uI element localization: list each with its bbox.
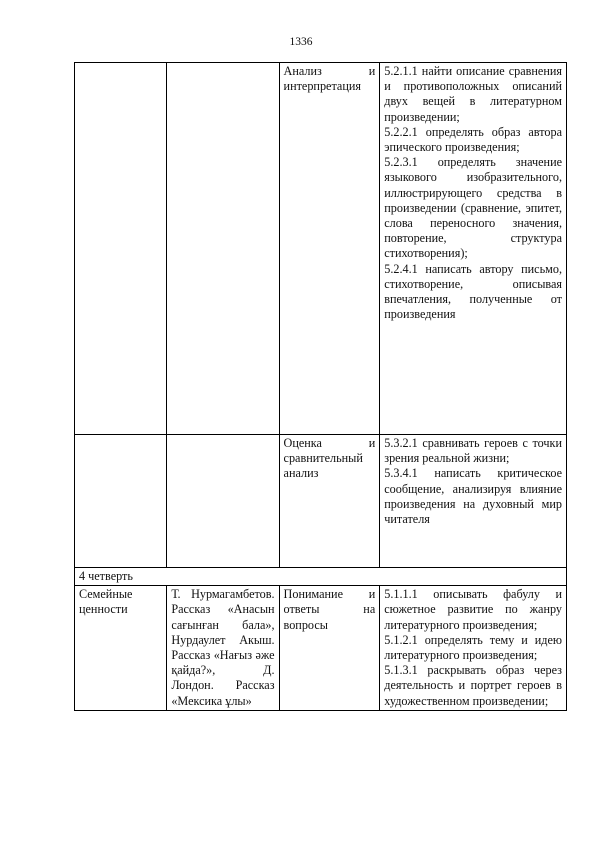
table-row: [75, 63, 567, 435]
section-cell: [279, 586, 380, 711]
objective-item: 5.1.3.1 раскрывать образ через деятельность и портрет героев в художественном произведении;: [384, 663, 562, 708]
texts-cell: [167, 435, 279, 568]
objectives-cell: [380, 435, 567, 568]
table-row: [75, 435, 567, 568]
page-number: 1336: [289, 36, 313, 48]
objective-item: 5.2.4.1 написать автору письмо, стихотворение, описывая впечатления, полученные от произведения: [384, 261, 562, 322]
section-cell: [279, 63, 380, 435]
section-cell: [279, 435, 380, 568]
topic-cell: [75, 63, 167, 435]
objective-item: 5.1.1.1 описывать фабулу и сюжетное развитие по жанру литературного произведения;: [384, 587, 562, 632]
objectives-cell: [380, 63, 567, 435]
objectives-cell: [380, 586, 567, 711]
objective-item: 5.1.2.1 определять тему и идею литературного произведения;: [384, 632, 562, 663]
section-label: Понимание и ответы на вопросы: [283, 587, 376, 632]
quarter-heading: 4 четверть: [75, 568, 567, 586]
texts-list: Т. Нурмагамбетов. Рассказ «Анасын сағынған бала», Нурдаулет Акыш. Рассказ «Нағыз әже қайда?», Д. Лондон. Рассказ «Мексика ұлы»: [171, 587, 275, 708]
quarter-row: [75, 568, 567, 586]
table-row: [75, 586, 567, 711]
objective-item: 5.2.3.1 определять значение языкового изобразительного, иллюстрирующего средства в произведении (сравнение, эпитет, слова переносного значения, повторение, структура стихотворения);: [384, 155, 562, 261]
objective-item: 5.3.2.1 сравнивать героев с точки зрения реальной жизни;: [384, 436, 562, 466]
texts-cell: [167, 586, 279, 711]
curriculum-table: [74, 62, 567, 711]
section-label: Анализ и интерпретация: [283, 64, 376, 94]
objective-item: 5.3.4.1 написать критическое сообщение, анализируя влияние произведения на духовный мир читателя: [384, 466, 562, 527]
section-label: Оценка и сравнительный анализ: [283, 436, 376, 481]
topic-cell: [75, 435, 167, 568]
topic-cell: [75, 586, 167, 711]
texts-cell: [167, 63, 279, 435]
objective-item: 5.2.1.1 найти описание сравнения и противоположных описаний двух вещей в литературном произведении;: [384, 64, 562, 124]
topic-label: Семейные ценности: [79, 587, 133, 617]
objective-item: 5.2.2.1 определять образ автора эпического произведения;: [384, 124, 562, 155]
